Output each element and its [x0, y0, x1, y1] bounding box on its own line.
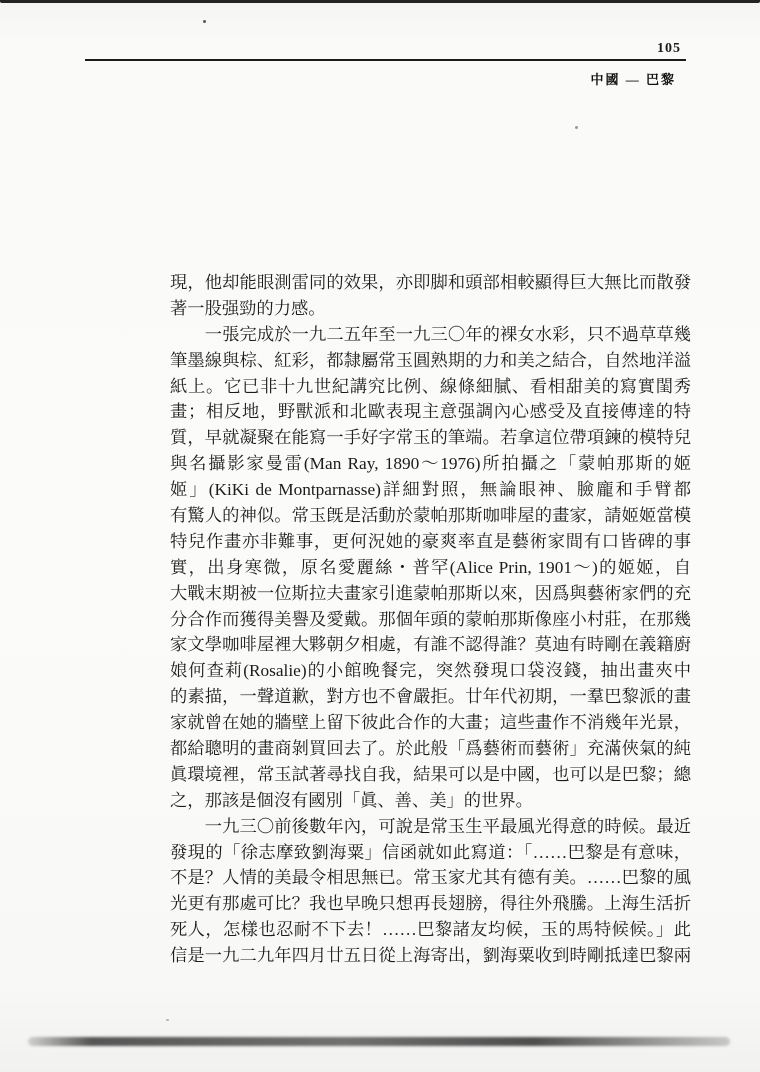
running-header: 中國 — 巴黎	[590, 72, 676, 87]
text-line: 家就曾在她的牆壁上留下彼此合作的大畫；這些畫作不消幾年光景，	[170, 713, 691, 733]
body-text	[170, 270, 691, 969]
text-line: 家文學咖啡屋裡大夥朝夕相處，有誰不認得誰？莫迪有時剛在義籍廚	[170, 635, 691, 655]
text-line: 眞環境裡，常玉試著尋找自我，結果可以是中國，也可以是巴黎；總	[170, 764, 691, 784]
text-line: 特兒作畫亦非難事，更何況她的豪爽率直是藝術家間有口皆碑的事	[170, 531, 691, 551]
header-rule	[85, 59, 686, 61]
text-line: 紙上。它已非十九世紀講究比例、線條細膩、看相甜美的寫實閨秀	[170, 376, 691, 396]
text-line: 實，出身寒微，原名愛麗絲・普罕(Alice Prin, 1901～)的姬姬，自	[170, 557, 691, 577]
text-line: 都給聰明的畫商剝買回去了。於此般「爲藝術而藝術」充滿俠氣的純	[170, 739, 691, 759]
text-line: 光更有那處可比？我也早晚只想再長翅膀，得往外飛騰。上海生活折	[170, 894, 691, 914]
text-line: 姬」(KiKi de Montparnasse)詳細對照，無論眼神、臉龐和手臂都	[170, 480, 691, 500]
text-line: 著一股强勁的力感。	[170, 298, 326, 318]
text-line: 有驚人的神似。常玉旣是活動於蒙帕那斯咖啡屋的畫家，請姬姬當模	[170, 506, 691, 526]
text-line: 畫；相反地，野獸派和北歐表現主意强調內心感受及直接傳達的特	[170, 402, 691, 422]
text-line: 質，早就凝聚在能寫一手好字常玉的筆端。若拿這位帶項鍊的模特兒	[170, 428, 691, 448]
text-line: 的素描，一聲道歉，對方也不會嚴拒。廿年代初期，一羣巴黎派的畫	[170, 687, 691, 707]
scan-top-edge	[0, 0, 760, 3]
text-line: 死人，怎樣也忍耐不下去！……巴黎諸友均候，玉的馬特候候。」此	[170, 920, 691, 940]
text-line: 與名攝影家曼雷(Man Ray, 1890～1976)所拍攝之「蒙帕那斯的姬	[170, 454, 691, 474]
text-line: 分合作而獲得美譽及愛戴。那個年頭的蒙帕那斯像座小村莊，在那幾	[170, 609, 691, 629]
scan-speck	[166, 1019, 169, 1021]
scan-bottom-edge	[28, 1037, 730, 1046]
scan-speck	[575, 126, 578, 129]
text-line: 現，他却能眼測雷同的效果，亦即脚和頭部相較顯得巨大無比而散發	[170, 273, 691, 292]
text-line: 信是一九二九年四月廿五日從上海寄出，劉海粟收到時剛抵達巴黎兩	[170, 946, 691, 966]
text-line: 發現的「徐志摩致劉海粟」信函就如此寫道：「……巴黎是有意味，	[170, 842, 691, 862]
scan-speck	[203, 20, 206, 23]
page-number: 105	[657, 41, 681, 56]
text-line: 筆墨線與棕、紅彩，都隸屬常玉圓熟期的力和美之結合，自然地洋溢	[170, 350, 691, 370]
text-line: 之，那該是個沒有國別「眞、善、美」的世界。	[170, 790, 533, 810]
text-line: 不是？人情的美最令相思無已。常玉家尤其有德有美。……巴黎的風	[170, 868, 691, 888]
text-line: 一張完成於一九二五年至一九三〇年的裸女水彩，只不過草草幾	[170, 324, 691, 344]
text-line: 大戰末期被一位斯拉夫畫家引進蒙帕那斯以來，因爲與藝術家們的充	[170, 583, 691, 603]
text-line: 娘何查莉(Rosalie)的小館晚餐完，突然發現口袋沒錢，抽出畫夾中	[170, 661, 691, 681]
text-line: 一九三〇前後數年內，可說是常玉生平最風光得意的時候。最近	[170, 816, 691, 836]
